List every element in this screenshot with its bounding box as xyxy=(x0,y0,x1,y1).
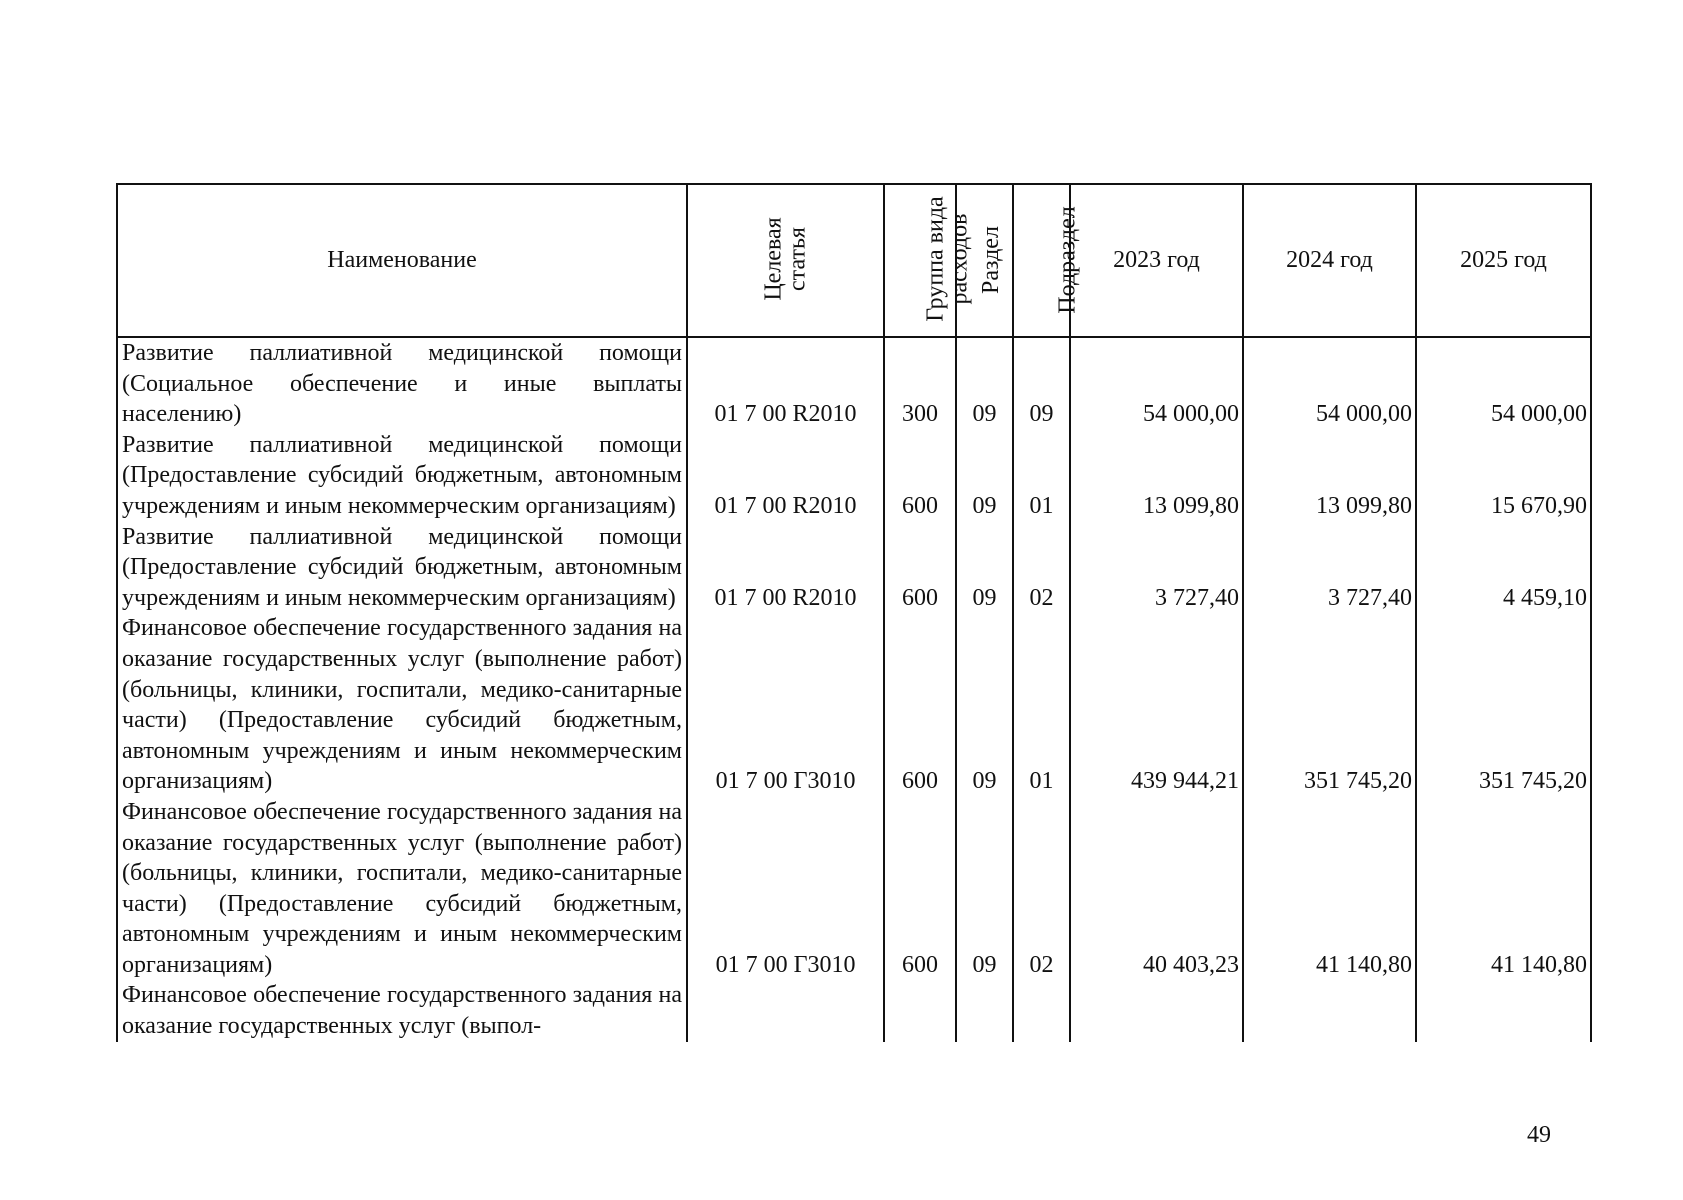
header-expense-group-line2: расходов xyxy=(946,213,973,305)
header-subsection xyxy=(1013,184,1081,337)
header-year-2024-label: 2024 год xyxy=(1286,247,1373,274)
row-value-2024: 41 140,80 xyxy=(1243,797,1416,981)
header-subsection-label: Подраздел xyxy=(1054,206,1081,314)
row-expense-group xyxy=(884,980,956,1041)
row-subsection: 01 xyxy=(1013,613,1070,797)
row-subsection: 02 xyxy=(1013,797,1070,981)
header-name xyxy=(117,184,687,337)
table-row-continued xyxy=(117,980,1591,1041)
header-section-label: Раздел xyxy=(977,226,1004,295)
row-section: 09 xyxy=(956,337,1013,430)
header-year-2025-label: 2025 год xyxy=(1460,247,1547,274)
row-value-2025: 41 140,80 xyxy=(1416,797,1591,981)
header-expense-group xyxy=(884,184,973,337)
table-row xyxy=(117,522,1591,614)
row-section xyxy=(956,980,1013,1041)
row-expense-group: 600 xyxy=(884,522,956,614)
row-subsection: 09 xyxy=(1013,337,1070,430)
row-value-2023: 54 000,00 xyxy=(1070,337,1243,430)
row-value-2025 xyxy=(1416,980,1591,1041)
row-value-2024: 3 727,40 xyxy=(1243,522,1416,614)
table-row xyxy=(117,430,1591,522)
row-value-2023: 439 944,21 xyxy=(1070,613,1243,797)
row-subsection: 01 xyxy=(1013,430,1070,522)
header-year-2023-label: 2023 год xyxy=(1113,247,1200,274)
budget-table xyxy=(116,183,1592,1042)
header-target-item xyxy=(687,184,884,337)
row-value-2025: 351 745,20 xyxy=(1416,613,1591,797)
header-name-label: Наименование xyxy=(327,247,477,274)
row-section: 09 xyxy=(956,430,1013,522)
row-subsection xyxy=(1013,980,1070,1041)
row-target-item: 01 7 00 R2010 xyxy=(687,430,884,522)
row-expense-group: 600 xyxy=(884,430,956,522)
row-value-2023: 13 099,80 xyxy=(1070,430,1243,522)
row-value-2023 xyxy=(1070,980,1243,1041)
table-body xyxy=(117,337,1591,1042)
row-expense-group: 600 xyxy=(884,797,956,981)
row-name: Финансовое обеспечение государственного задания на оказание государственных услуг (выпол- xyxy=(117,980,687,1041)
page-number: 49 xyxy=(1527,1122,1551,1148)
row-section: 09 xyxy=(956,522,1013,614)
row-section: 09 xyxy=(956,797,1013,981)
row-value-2025: 15 670,90 xyxy=(1416,430,1591,522)
row-name: Развитие паллиативной медицинской помощи (Предоставление субсидий бюджетным, автономным учреждениям и иным некоммерческим организациям) xyxy=(117,430,687,522)
header-year-2025 xyxy=(1416,184,1591,337)
row-value-2024: 13 099,80 xyxy=(1243,430,1416,522)
row-value-2023: 40 403,23 xyxy=(1070,797,1243,981)
row-value-2023: 3 727,40 xyxy=(1070,522,1243,614)
row-value-2025: 54 000,00 xyxy=(1416,337,1591,430)
row-section: 09 xyxy=(956,613,1013,797)
header-year-2023 xyxy=(1070,184,1243,337)
header-row xyxy=(117,184,1591,337)
row-target-item: 01 7 00 Г3010 xyxy=(687,797,884,981)
row-target-item: 01 7 00 R2010 xyxy=(687,337,884,430)
row-value-2025: 4 459,10 xyxy=(1416,522,1591,614)
row-name: Финансовое обеспечение государственного задания на оказание государственных услуг (выполнение работ) (больницы, клиники, госпитали, медико-санитарные части) (Предоставление субсидий бюджетным, автономным учреждениям и иным некоммерческим организациям) xyxy=(117,797,687,981)
row-target-item xyxy=(687,980,884,1041)
row-target-item: 01 7 00 R2010 xyxy=(687,522,884,614)
row-value-2024: 54 000,00 xyxy=(1243,337,1416,430)
header-expense-group-line1: Группа вида xyxy=(922,195,949,322)
header-target-item-line1: Целевая xyxy=(760,217,787,301)
row-value-2024: 351 745,20 xyxy=(1243,613,1416,797)
table-header xyxy=(117,184,1591,337)
row-name: Финансовое обеспечение государственного задания на оказание государственных услуг (выполнение работ) (больницы, клиники, госпитали, медико-санитарные части) (Предоставление субсидий бюджетным, автономным учреждениям и иным некоммерческим организациям) xyxy=(117,613,687,797)
table-row xyxy=(117,613,1591,797)
header-year-2024 xyxy=(1243,184,1416,337)
header-target-item-line2: статья xyxy=(784,226,811,291)
header-expense-group-label xyxy=(924,196,972,321)
header-target-item-label xyxy=(761,217,809,300)
row-target-item: 01 7 00 Г3010 xyxy=(687,613,884,797)
row-value-2024 xyxy=(1243,980,1416,1041)
table-row xyxy=(117,797,1591,981)
row-name: Развитие паллиативной медицинской помощи (Социальное обеспечение и иные выплаты населению) xyxy=(117,337,687,430)
table-row xyxy=(117,337,1591,430)
row-expense-group: 600 xyxy=(884,613,956,797)
row-name: Развитие паллиативной медицинской помощи (Предоставление субсидий бюджетным, автономным учреждениям и иным некоммерческим организациям) xyxy=(117,522,687,614)
row-expense-group: 300 xyxy=(884,337,956,430)
row-subsection: 02 xyxy=(1013,522,1070,614)
